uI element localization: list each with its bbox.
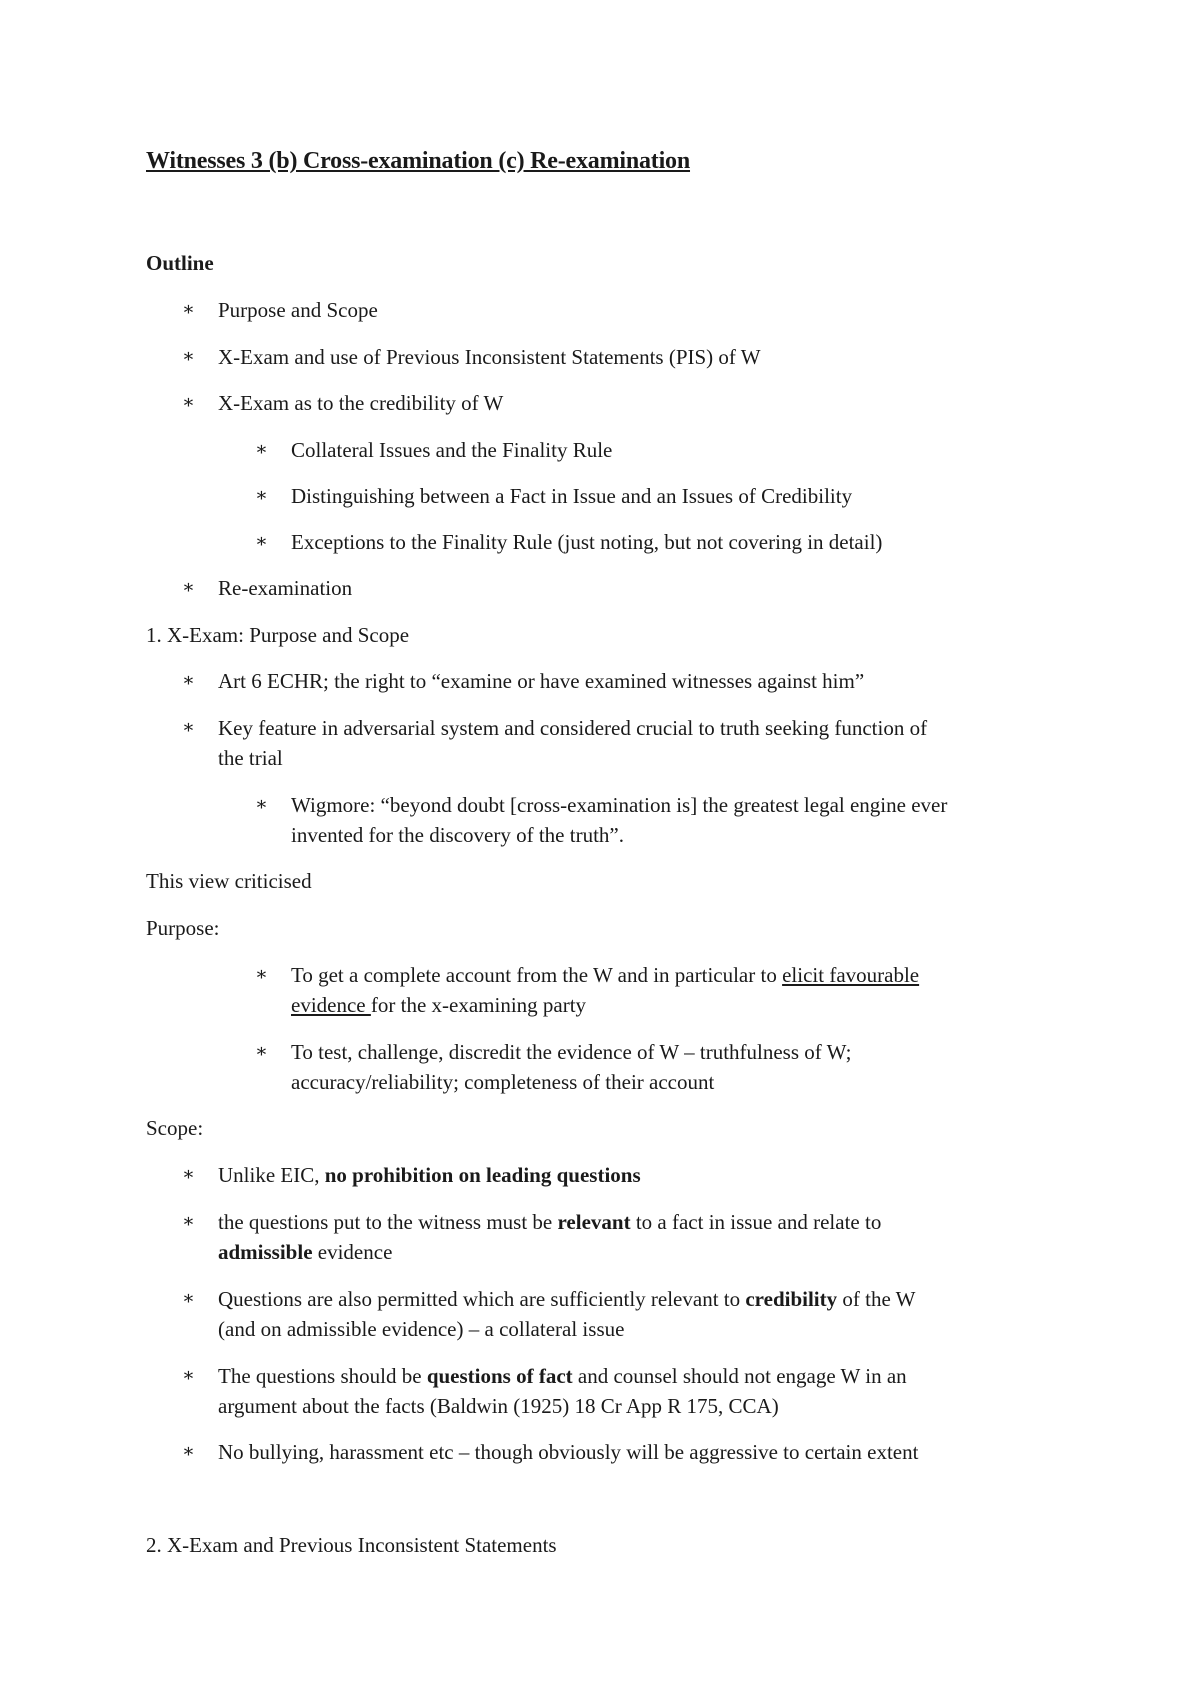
section-item: Art 6 ECHR; the right to “examine or have examined witnesses against him” [218,669,865,693]
outline-subitem: Distinguishing between a Fact in Issue and an Issues of Credibility [291,484,853,508]
bullet-icon: ∗ [255,439,268,460]
scope-item [218,1160,641,1190]
bullet-icon: ∗ [182,392,195,413]
section-item: Key feature in adversarial system and considered crucial to truth seeking function of [218,716,928,740]
scope-item-continuation: argument about the facts (Baldwin (1925) 18 Cr App R 175, CCA) [218,1394,779,1418]
bold-text: credibility [745,1287,838,1311]
bullet-icon: ∗ [255,1041,268,1062]
bullet-icon: ∗ [182,1288,195,1309]
scope-text: Questions are also permitted which are sufficiently relevant to [218,1287,746,1311]
purpose-item: To test, challenge, discredit the evidence of W – truthfulness of W; [291,1040,852,1064]
bullet-icon: ∗ [182,1164,195,1185]
section-heading: 1. X-Exam: Purpose and Scope [146,623,410,647]
underlined-text: elicit favourable [782,963,920,987]
scope-text: of the W [837,1287,916,1311]
purpose-text: for the x-examining party [370,993,587,1017]
outline-subitem: Collateral Issues and the Finality Rule [291,438,613,462]
scope-item [218,1207,881,1237]
scope-text: to a fact in issue and relate to [630,1210,882,1234]
bullet-icon: ∗ [255,964,268,985]
purpose-label: Purpose: [146,916,220,940]
purpose-item-continuation [291,990,586,1020]
outline-item: Purpose and Scope [218,298,378,322]
paragraph-text: This view criticised [146,869,312,893]
underlined-text: evidence [291,993,371,1017]
scope-text: evidence [312,1240,393,1264]
outline-heading: Outline [146,251,214,275]
outline-subitem: Exceptions to the Finality Rule (just noting, but not covering in detail) [291,530,883,554]
scope-item-continuation: (and on admissible evidence) – a collateral issue [218,1317,625,1341]
bullet-icon: ∗ [182,346,195,367]
purpose-item [291,960,919,990]
section-heading: 2. X-Exam and Previous Inconsistent Statements [146,1533,557,1557]
bullet-icon: ∗ [182,1365,195,1386]
bold-text: questions of fact [426,1364,573,1388]
quote-line: Wigmore: “beyond doubt [cross-examination is] the greatest legal engine ever [291,793,948,817]
bullet-icon: ∗ [182,1441,195,1462]
bullet-icon: ∗ [255,531,268,552]
scope-text: and counsel should not engage W in an [572,1364,907,1388]
scope-item: No bullying, harassment etc – though obviously will be aggressive to certain extent [218,1440,919,1464]
outline-item: X-Exam and use of Previous Inconsistent Statements (PIS) of W [218,345,761,369]
bullet-icon: ∗ [182,1211,195,1232]
scope-text: The questions should be [218,1364,427,1388]
bullet-icon: ∗ [255,794,268,815]
bullet-icon: ∗ [182,717,195,738]
outline-item: Re-examination [218,576,353,600]
scope-text: Unlike EIC, [218,1163,325,1187]
bullet-icon: ∗ [182,577,195,598]
bullet-icon: ∗ [255,485,268,506]
scope-item-continuation [218,1237,392,1267]
outline-item: X-Exam as to the credibility of W [218,391,504,415]
bold-text: no prohibition on leading questions [324,1163,641,1187]
bullet-icon: ∗ [182,299,195,320]
scope-item [218,1361,907,1391]
purpose-text: To get a complete account from the W and in particular to [291,963,783,987]
bold-text: relevant [557,1210,631,1234]
purpose-item-continuation: accuracy/reliability; completeness of their account [291,1070,715,1094]
scope-text: the questions put to the witness must be [218,1210,558,1234]
document-title: Witnesses 3 (b) Cross-examination (c) Re-examination [146,148,691,174]
scope-label: Scope: [146,1116,204,1140]
scope-item [218,1284,915,1314]
quote-line: invented for the discovery of the truth”. [291,823,624,847]
section-item-continuation: the trial [218,746,283,770]
bullet-icon: ∗ [182,670,195,691]
bold-text: admissible [218,1240,313,1264]
